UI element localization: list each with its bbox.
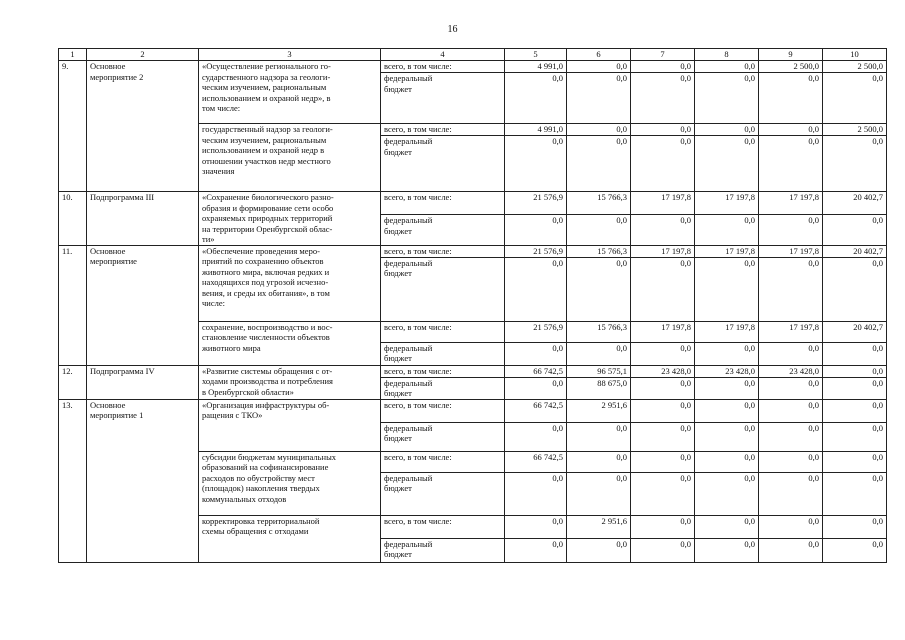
item-name: «Организация инфраструктуры об- ращения с ТКО» bbox=[199, 399, 381, 451]
table-row bbox=[59, 192, 887, 215]
amount-cell: 15 766,3 bbox=[567, 321, 631, 342]
item-name: «Обеспечение проведения меро- приятий по сохранению объектов животного мира, включая редких и находящихся под угрозой исчезно- вения, и среды их обитания», в том числе: bbox=[199, 245, 381, 321]
column-header: 3 bbox=[199, 49, 381, 61]
amount-cell: 0,0 bbox=[631, 136, 695, 192]
amount-cell: 0,0 bbox=[823, 422, 887, 451]
amount-cell: 0,0 bbox=[567, 472, 631, 515]
funding-source: всего, в том числе: bbox=[381, 515, 505, 538]
funding-source: федеральный бюджет bbox=[381, 257, 505, 321]
amount-cell: 0,0 bbox=[823, 451, 887, 472]
item-name: «Осуществление регионального го- сударственного надзора за геологи- ческим изучением, рациональным использованием и охраной недр», в том числе: bbox=[199, 61, 381, 124]
funding-source: федеральный бюджет bbox=[381, 73, 505, 124]
amount-cell: 0,0 bbox=[695, 342, 759, 365]
amount-cell: 0,0 bbox=[759, 538, 823, 562]
amount-cell: 0,0 bbox=[505, 257, 567, 321]
funding-source: всего, в том числе: bbox=[381, 124, 505, 136]
amount-cell: 0,0 bbox=[759, 257, 823, 321]
amount-cell: 0,0 bbox=[823, 377, 887, 399]
funding-source: всего, в том числе: bbox=[381, 321, 505, 342]
amount-cell: 0,0 bbox=[695, 61, 759, 73]
amount-cell: 0,0 bbox=[823, 136, 887, 192]
amount-cell: 23 428,0 bbox=[759, 365, 823, 377]
column-header: 5 bbox=[505, 49, 567, 61]
row-number: 13. bbox=[59, 399, 87, 562]
funding-source: всего, в том числе: bbox=[381, 365, 505, 377]
amount-cell: 0,0 bbox=[823, 365, 887, 377]
item-name: государственный надзор за геологи- ческим изучением, рациональным использованием и охраной недр в отношении участков недр местного значения bbox=[199, 124, 381, 192]
amount-cell: 2 500,0 bbox=[823, 124, 887, 136]
amount-cell: 0,0 bbox=[823, 257, 887, 321]
amount-cell: 66 742,5 bbox=[505, 451, 567, 472]
row-category: Основное мероприятие 1 bbox=[87, 399, 199, 562]
amount-cell: 0,0 bbox=[567, 257, 631, 321]
amount-cell: 0,0 bbox=[823, 399, 887, 422]
amount-cell: 0,0 bbox=[631, 515, 695, 538]
column-header: 9 bbox=[759, 49, 823, 61]
amount-cell: 88 675,0 bbox=[567, 377, 631, 399]
amount-cell: 0,0 bbox=[505, 342, 567, 365]
amount-cell: 2 500,0 bbox=[759, 61, 823, 73]
table-row bbox=[59, 245, 887, 257]
table-body bbox=[59, 49, 887, 563]
amount-cell: 0,0 bbox=[631, 61, 695, 73]
amount-cell: 0,0 bbox=[823, 515, 887, 538]
amount-cell: 15 766,3 bbox=[567, 192, 631, 215]
amount-cell: 17 197,8 bbox=[631, 245, 695, 257]
amount-cell: 4 991,0 bbox=[505, 61, 567, 73]
column-header: 6 bbox=[567, 49, 631, 61]
amount-cell: 0,0 bbox=[567, 215, 631, 245]
amount-cell: 0,0 bbox=[695, 422, 759, 451]
amount-cell: 0,0 bbox=[759, 399, 823, 422]
amount-cell: 23 428,0 bbox=[695, 365, 759, 377]
funding-source: всего, в том числе: bbox=[381, 61, 505, 73]
item-name: корректировка территориальной схемы обращения с отходами bbox=[199, 515, 381, 562]
amount-cell: 0,0 bbox=[695, 399, 759, 422]
amount-cell: 0,0 bbox=[631, 124, 695, 136]
amount-cell: 21 576,9 bbox=[505, 192, 567, 215]
amount-cell: 0,0 bbox=[631, 215, 695, 245]
item-name: «Сохранение биологического разно- образия и формирование сети особо охраняемых природных территорий на территории Оренбургской облас- ти» bbox=[199, 192, 381, 246]
amount-cell: 17 197,8 bbox=[695, 245, 759, 257]
column-header: 7 bbox=[631, 49, 695, 61]
funding-source: федеральный бюджет bbox=[381, 538, 505, 562]
row-number: 10. bbox=[59, 192, 87, 246]
page-number: 16 bbox=[447, 24, 458, 35]
row-category: Подпрограмма IV bbox=[87, 365, 199, 399]
amount-cell: 0,0 bbox=[631, 399, 695, 422]
amount-cell: 20 402,7 bbox=[823, 321, 887, 342]
funding-source: федеральный бюджет bbox=[381, 215, 505, 245]
amount-cell: 0,0 bbox=[823, 73, 887, 124]
amount-cell: 0,0 bbox=[567, 451, 631, 472]
amount-cell: 0,0 bbox=[631, 472, 695, 515]
amount-cell: 17 197,8 bbox=[759, 192, 823, 215]
column-header: 1 bbox=[59, 49, 87, 61]
amount-cell: 0,0 bbox=[631, 73, 695, 124]
amount-cell: 0,0 bbox=[631, 451, 695, 472]
amount-cell: 0,0 bbox=[567, 538, 631, 562]
amount-cell: 17 197,8 bbox=[631, 321, 695, 342]
column-header: 10 bbox=[823, 49, 887, 61]
amount-cell: 0,0 bbox=[695, 136, 759, 192]
funding-source: федеральный бюджет bbox=[381, 422, 505, 451]
amount-cell: 17 197,8 bbox=[631, 192, 695, 215]
amount-cell: 0,0 bbox=[823, 215, 887, 245]
funding-source: всего, в том числе: bbox=[381, 245, 505, 257]
column-number-row bbox=[59, 49, 887, 61]
amount-cell: 0,0 bbox=[631, 422, 695, 451]
amount-cell: 20 402,7 bbox=[823, 245, 887, 257]
amount-cell: 15 766,3 bbox=[567, 245, 631, 257]
row-category: Подпрограмма III bbox=[87, 192, 199, 246]
amount-cell: 0,0 bbox=[505, 136, 567, 192]
amount-cell: 0,0 bbox=[695, 124, 759, 136]
amount-cell: 0,0 bbox=[823, 342, 887, 365]
funding-source: федеральный бюджет bbox=[381, 342, 505, 365]
amount-cell: 0,0 bbox=[567, 422, 631, 451]
amount-cell: 23 428,0 bbox=[631, 365, 695, 377]
amount-cell: 0,0 bbox=[695, 451, 759, 472]
amount-cell: 21 576,9 bbox=[505, 321, 567, 342]
amount-cell: 0,0 bbox=[567, 136, 631, 192]
amount-cell: 0,0 bbox=[695, 538, 759, 562]
amount-cell: 0,0 bbox=[567, 61, 631, 73]
funding-source: федеральный бюджет bbox=[381, 377, 505, 399]
amount-cell: 0,0 bbox=[505, 515, 567, 538]
amount-cell: 17 197,8 bbox=[759, 321, 823, 342]
amount-cell: 0,0 bbox=[631, 257, 695, 321]
table-row bbox=[59, 399, 887, 422]
amount-cell: 0,0 bbox=[759, 377, 823, 399]
amount-cell: 20 402,7 bbox=[823, 192, 887, 215]
amount-cell: 0,0 bbox=[759, 451, 823, 472]
amount-cell: 0,0 bbox=[759, 73, 823, 124]
budget-table bbox=[58, 48, 887, 563]
funding-source: всего, в том числе: bbox=[381, 192, 505, 215]
amount-cell: 4 991,0 bbox=[505, 124, 567, 136]
amount-cell: 0,0 bbox=[631, 538, 695, 562]
amount-cell: 0,0 bbox=[631, 377, 695, 399]
amount-cell: 96 575,1 bbox=[567, 365, 631, 377]
amount-cell: 0,0 bbox=[631, 342, 695, 365]
funding-source: федеральный бюджет bbox=[381, 472, 505, 515]
amount-cell: 0,0 bbox=[505, 472, 567, 515]
item-name: сохранение, воспроизводство и вос- становление численности объектов животного мира bbox=[199, 321, 381, 365]
amount-cell: 0,0 bbox=[759, 215, 823, 245]
amount-cell: 0,0 bbox=[759, 472, 823, 515]
row-category: Основное мероприятие 2 bbox=[87, 61, 199, 192]
amount-cell: 0,0 bbox=[567, 342, 631, 365]
amount-cell: 0,0 bbox=[505, 538, 567, 562]
funding-source: всего, в том числе: bbox=[381, 451, 505, 472]
amount-cell: 0,0 bbox=[505, 73, 567, 124]
row-number: 9. bbox=[59, 61, 87, 192]
column-header: 8 bbox=[695, 49, 759, 61]
funding-source: федеральный бюджет bbox=[381, 136, 505, 192]
amount-cell: 17 197,8 bbox=[695, 321, 759, 342]
amount-cell: 0,0 bbox=[759, 422, 823, 451]
item-name: субсидии бюджетам муниципальных образований на софинансирование расходов по обустройству мест (площадок) накопления твердых коммунальных отходов bbox=[199, 451, 381, 515]
amount-cell: 21 576,9 bbox=[505, 245, 567, 257]
item-name: «Развитие системы обращения с от- ходами производства и потребления в Оренбургской области» bbox=[199, 365, 381, 399]
amount-cell: 0,0 bbox=[505, 422, 567, 451]
amount-cell: 0,0 bbox=[695, 73, 759, 124]
funding-source: всего, в том числе: bbox=[381, 399, 505, 422]
table-row bbox=[59, 61, 887, 73]
amount-cell: 0,0 bbox=[759, 342, 823, 365]
amount-cell: 0,0 bbox=[567, 73, 631, 124]
column-header: 4 bbox=[381, 49, 505, 61]
amount-cell: 66 742,5 bbox=[505, 365, 567, 377]
column-header: 2 bbox=[87, 49, 199, 61]
amount-cell: 17 197,8 bbox=[695, 192, 759, 215]
amount-cell: 0,0 bbox=[695, 472, 759, 515]
amount-cell: 0,0 bbox=[759, 136, 823, 192]
amount-cell: 0,0 bbox=[823, 472, 887, 515]
amount-cell: 0,0 bbox=[695, 215, 759, 245]
amount-cell: 0,0 bbox=[505, 377, 567, 399]
amount-cell: 0,0 bbox=[505, 215, 567, 245]
amount-cell: 0,0 bbox=[567, 124, 631, 136]
amount-cell: 0,0 bbox=[695, 257, 759, 321]
amount-cell: 2 951,6 bbox=[567, 515, 631, 538]
amount-cell: 0,0 bbox=[695, 377, 759, 399]
row-number: 11. bbox=[59, 245, 87, 365]
amount-cell: 66 742,5 bbox=[505, 399, 567, 422]
amount-cell: 0,0 bbox=[823, 538, 887, 562]
amount-cell: 0,0 bbox=[759, 515, 823, 538]
row-number: 12. bbox=[59, 365, 87, 399]
amount-cell: 2 500,0 bbox=[823, 61, 887, 73]
row-category: Основное мероприятие bbox=[87, 245, 199, 365]
amount-cell: 17 197,8 bbox=[759, 245, 823, 257]
amount-cell: 2 951,6 bbox=[567, 399, 631, 422]
amount-cell: 0,0 bbox=[759, 124, 823, 136]
amount-cell: 0,0 bbox=[695, 515, 759, 538]
table-row bbox=[59, 365, 887, 377]
